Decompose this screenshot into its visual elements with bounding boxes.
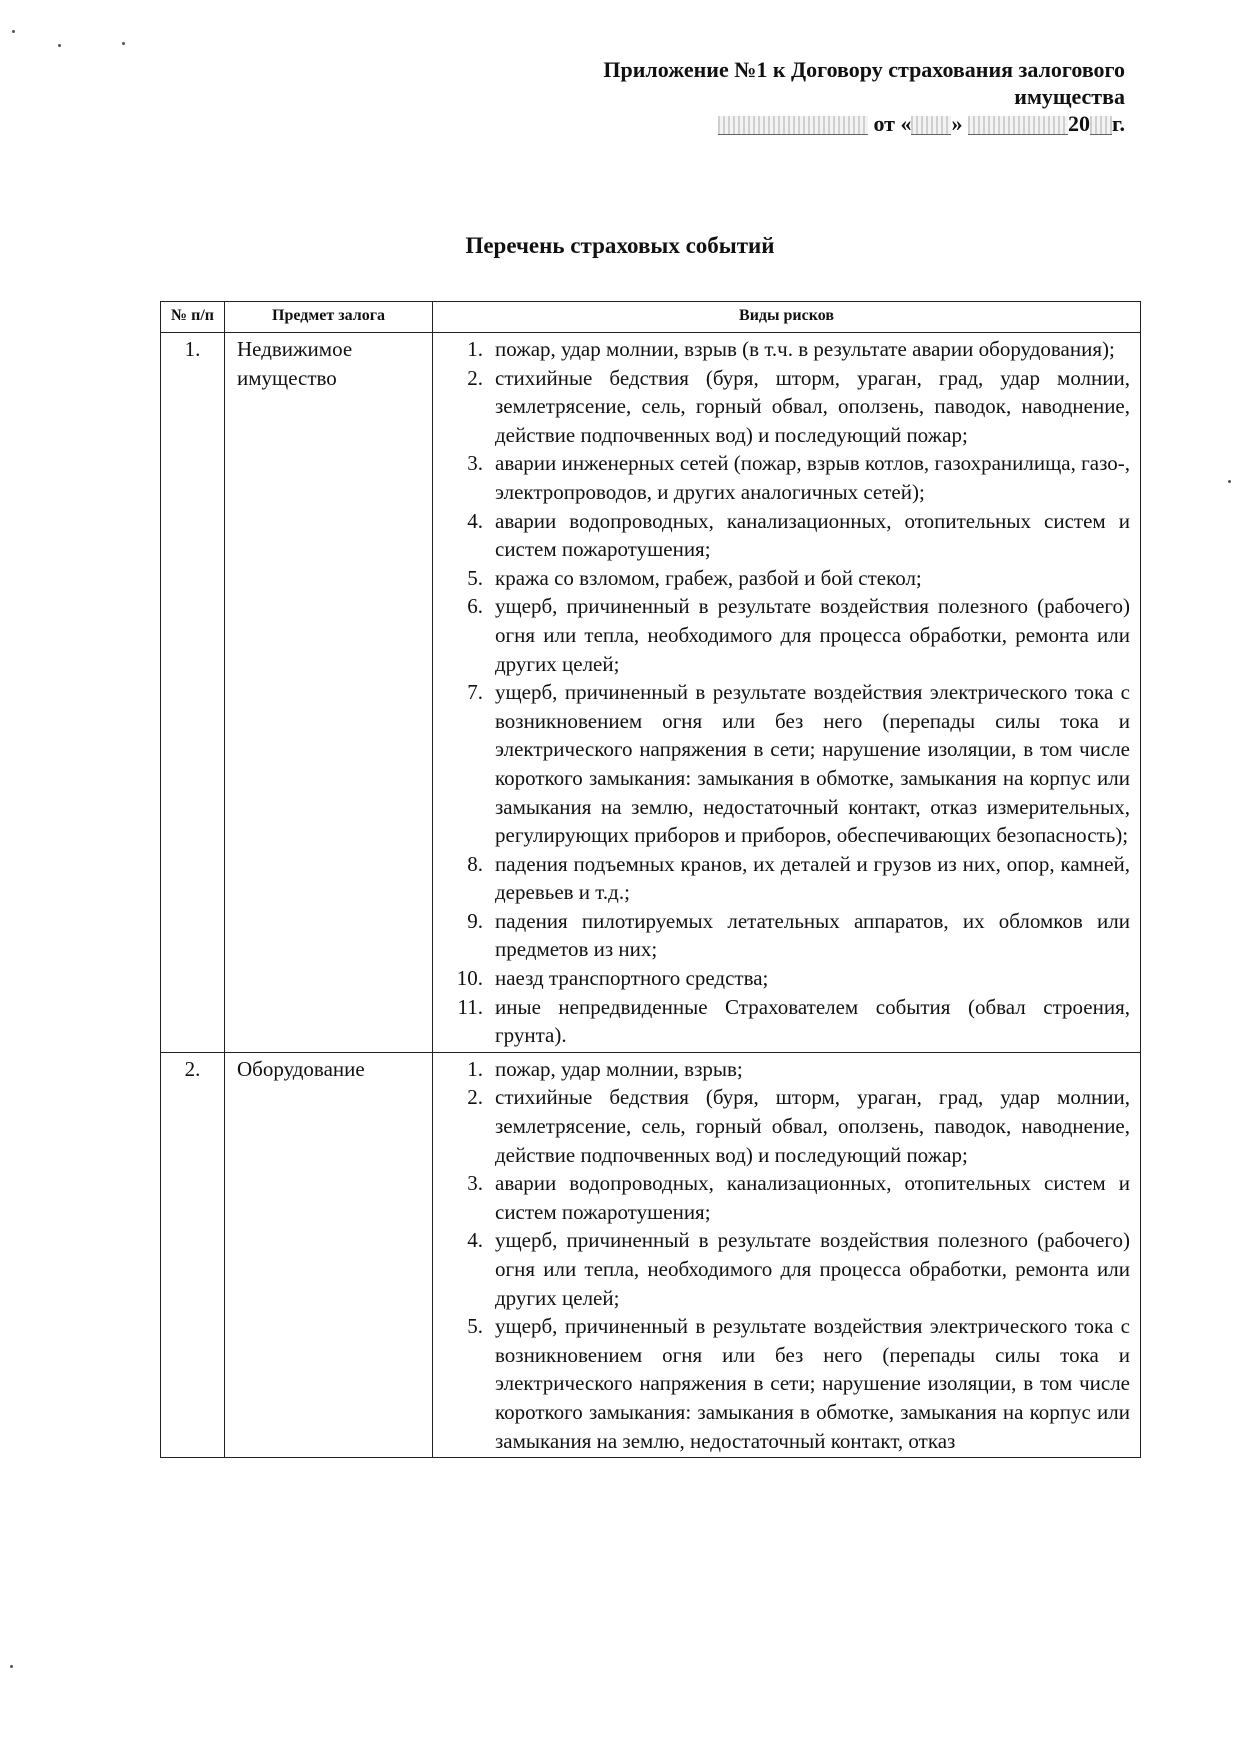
risk-text: наезд транспортного средства; — [495, 966, 769, 991]
list-item — [443, 592, 1130, 678]
list-item — [443, 850, 1130, 907]
table-row — [161, 333, 1141, 1053]
risk-text: стихийные бедствия (буря, шторм, ураган, град, удар молнии, землетрясение, сель, горный обвал, оползень, паводок, наводнение, действие подпочвенных вод) и последующий пожар; — [495, 365, 1130, 447]
scan-speck — [58, 44, 61, 47]
risk-text: ущерб, причиненный в результате воздействия полезного (рабочего) огня или тепла, необходимого для процесса обработки, ремонта или других целей; — [495, 594, 1130, 676]
risk-number: 3. — [467, 451, 483, 476]
header-num: № п/п — [161, 302, 225, 333]
row-number: 1. — [161, 333, 225, 1053]
list-item — [443, 335, 1130, 364]
table-header-row — [161, 302, 1141, 333]
table-row — [161, 1052, 1141, 1457]
header-subject: Предмет залога — [225, 302, 433, 333]
list-item — [443, 1083, 1130, 1169]
risk-text: аварии водопроводных, канализационных, отопительных систем и систем пожаротушения; — [495, 1171, 1130, 1224]
risks-table — [160, 301, 1141, 1458]
risk-number: 9. — [467, 908, 483, 933]
document-header — [485, 56, 1125, 137]
risk-text: аварии инженерных сетей (пожар, взрыв котлов, газохранилища, газо-, электропроводов, и других аналогичных сетей); — [495, 451, 1130, 504]
row-number: 2. — [161, 1052, 225, 1457]
risk-number: 8. — [467, 851, 483, 876]
risk-text: пожар, удар молнии, взрыв (в т.ч. в результате аварии оборудования); — [495, 337, 1115, 361]
scan-speck — [122, 42, 125, 45]
redacted-year — [1090, 116, 1112, 135]
risk-types — [433, 1052, 1141, 1457]
risk-number: 1. — [467, 1056, 483, 1081]
risk-number: 2. — [467, 1085, 483, 1110]
risk-number: 1. — [467, 337, 483, 361]
risk-text: кража со взломом, грабеж, разбой и бой стекол; — [495, 565, 922, 590]
list-item — [443, 907, 1130, 964]
list-item — [443, 1169, 1130, 1226]
risk-text: падения пилотируемых летательных аппаратов, их обломков или предметов из них; — [495, 908, 1130, 962]
header-year-suffix: г. — [1111, 111, 1125, 136]
risk-list — [443, 335, 1130, 1050]
list-item — [443, 1312, 1130, 1455]
header-date-prefix: от « — [873, 111, 912, 136]
list-item — [443, 993, 1130, 1050]
list-item — [443, 1055, 1130, 1084]
risk-types — [433, 333, 1141, 1053]
header-year: 20 — [1067, 111, 1090, 136]
risk-number: 4. — [467, 1228, 483, 1253]
risk-number: 6. — [467, 594, 483, 619]
risk-number: 2. — [467, 365, 483, 390]
redacted-number — [718, 116, 868, 135]
risk-number: 5. — [467, 565, 483, 590]
redacted-day — [911, 116, 951, 135]
collateral-subject: Недвижимое имущество — [225, 333, 433, 1053]
list-item — [443, 449, 1130, 506]
risk-text: ущерб, причиненный в результате воздействия полезного (рабочего) огня или тепла, необходимого для процесса обработки, ремонта или других целей; — [495, 1228, 1130, 1310]
list-item — [443, 364, 1130, 450]
list-item — [443, 1226, 1130, 1312]
list-item — [443, 507, 1130, 564]
risk-text: ущерб, причиненный в результате воздействия электрического тока с возникновением огня или без него (перепады силы тока и электрического напряжения в сети; нарушение изоляции, в том числе короткого замыкания: замыкания в обмотке, замыкания на корпус или замыкания на землю, недостаточный контакт, отказ измерительных, регулирующих приборов и приборов, обеспечивающих безопасность); — [495, 680, 1130, 848]
risk-text: падения подъемных кранов, их деталей и грузов из них, опор, камней, деревьев и т.д.; — [495, 851, 1130, 905]
risk-text: иные непредвиденные Страхователем события (обвал строения, грунта). — [495, 994, 1130, 1048]
header-risks: Виды рисков — [433, 302, 1141, 333]
risk-text: стихийные бедствия (буря, шторм, ураган, град, удар молнии, землетрясение, сель, горный обвал, оползень, паводок, наводнение, действие подпочвенных вод) и последующий пожар; — [495, 1085, 1130, 1167]
risk-number: 5. — [467, 1314, 483, 1339]
list-item — [443, 678, 1130, 850]
header-line-3 — [485, 110, 1125, 137]
header-line-1: Приложение №1 к Договору страхования залогового — [603, 57, 1125, 82]
header-date-close: » — [951, 111, 963, 136]
risk-number: 11. — [457, 994, 483, 1019]
table-body — [161, 333, 1141, 1458]
scan-speck — [1228, 480, 1231, 483]
document-title: Перечень страховых событий — [465, 233, 775, 258]
collateral-subject: Оборудование — [225, 1052, 433, 1457]
scan-speck — [10, 1665, 13, 1668]
list-item — [443, 564, 1130, 593]
risk-text: аварии водопроводных, канализационных, отопительных систем и систем пожаротушения; — [495, 508, 1130, 562]
scan-speck — [12, 30, 15, 33]
risk-number: 4. — [467, 508, 483, 533]
header-line-2: имущества — [1014, 84, 1125, 109]
risk-number: 3. — [467, 1171, 483, 1196]
risk-text: ущерб, причиненный в результате воздействия электрического тока с возникновением огня или без него (перепады силы тока и электрического напряжения в сети; нарушение изоляции, в том числе короткого замыкания: замыкания в обмотке, замыкания на корпус или замыкания на землю, недостаточный контакт, отказ — [495, 1314, 1130, 1453]
risk-number: 7. — [467, 680, 483, 705]
risk-number: 10. — [456, 966, 483, 991]
risk-text: пожар, удар молнии, взрыв; — [495, 1056, 743, 1081]
risk-list — [443, 1055, 1130, 1455]
list-item — [443, 964, 1130, 993]
redacted-month — [968, 116, 1068, 135]
